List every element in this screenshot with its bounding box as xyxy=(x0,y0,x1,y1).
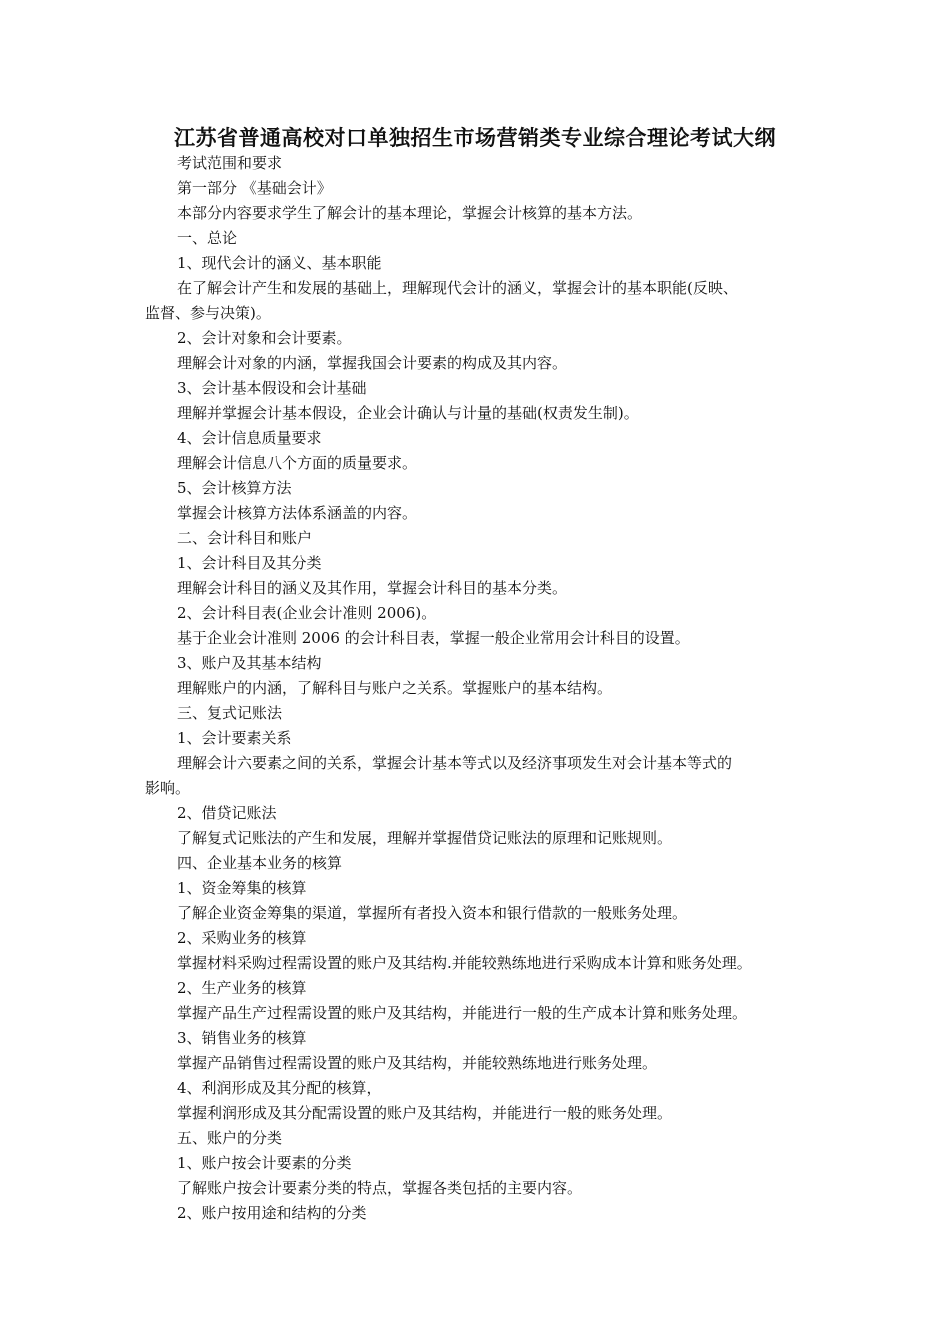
document-line: 2、生产业务的核算 xyxy=(177,979,307,997)
document-title: 江苏省普通高校对口单独招生市场营销类专业综合理论考试大纲 xyxy=(174,126,776,150)
document-line: 4、会计信息质量要求 xyxy=(177,429,322,447)
document-line: 理解会计科目的涵义及其作用，掌握会计科目的基本分类。 xyxy=(177,579,568,597)
document-line: 了解账户按会计要素分类的特点，掌握各类包括的主要内容。 xyxy=(177,1179,583,1197)
document-line: 理解会计六要素之间的关系，掌握会计基本等式以及经济事项发生对会计基本等式的 xyxy=(177,754,733,772)
document-line: 5、会计核算方法 xyxy=(177,479,292,497)
document-line: 本部分内容要求学生了解会计的基本理论，掌握会计核算的基本方法。 xyxy=(177,204,643,222)
document-line: 四、企业基本业务的核算 xyxy=(177,854,343,872)
document-line: 理解会计信息八个方面的质量要求。 xyxy=(177,454,418,472)
document-line: 1、会计要素关系 xyxy=(177,729,292,747)
document-line: 3、账户及其基本结构 xyxy=(177,654,322,672)
document-line: 理解并掌握会计基本假设，企业会计确认与计量的基础(权责发生制)。 xyxy=(177,404,639,422)
document-line: 2、会计科目表(企业会计准则 2006)。 xyxy=(177,604,437,622)
document-line: 掌握产品销售过程需设置的账户及其结构，并能较熟练地进行账务处理。 xyxy=(177,1054,658,1072)
document-line: 2、账户按用途和结构的分类 xyxy=(177,1204,367,1222)
document-line: 第一部分 《基础会计》 xyxy=(177,179,332,197)
document-body xyxy=(145,151,815,1226)
document-line: 1、现代会计的涵义、基本职能 xyxy=(177,254,382,272)
document-line: 1、资金筹集的核算 xyxy=(177,879,307,897)
document-line: 三、复式记账法 xyxy=(177,704,283,722)
document-line: 一、总论 xyxy=(177,229,238,247)
document-line: 理解账户的内涵，了解科目与账户之关系。掌握账户的基本结构。 xyxy=(177,679,613,697)
document-line: 影响。 xyxy=(145,779,191,797)
document-line: 掌握会计核算方法体系涵盖的内容。 xyxy=(177,504,418,522)
document-line: 1、账户按会计要素的分类 xyxy=(177,1154,352,1172)
document-line: 掌握利润形成及其分配需设置的账户及其结构，并能进行一般的账务处理。 xyxy=(177,1104,673,1122)
document-line: 基于企业会计准则 2006 的会计科目表，掌握一般企业常用会计科目的设置。 xyxy=(177,629,690,647)
document-line: 在了解会计产生和发展的基础上，理解现代会计的涵义，掌握会计的基本职能(反映、 xyxy=(177,279,738,297)
document-line: 2、借贷记账法 xyxy=(177,804,277,822)
document-line: 2、会计对象和会计要素。 xyxy=(177,329,352,347)
document-line: 二、会计科目和账户 xyxy=(177,529,313,547)
document-line: 2、采购业务的核算 xyxy=(177,929,307,947)
document-line: 掌握材料采购过程需设置的账户及其结构.并能较熟练地进行采购成本计算和账务处理。 xyxy=(177,954,752,972)
document-line: 了解企业资金筹集的渠道，掌握所有者投入资本和银行借款的一般账务处理。 xyxy=(177,904,688,922)
document-line: 考试范围和要求 xyxy=(177,154,283,172)
document-line: 五、账户的分类 xyxy=(177,1129,283,1147)
document-line: 了解复式记账法的产生和发展，理解并掌握借贷记账法的原理和记账规则。 xyxy=(177,829,673,847)
document-line: 掌握产品生产过程需设置的账户及其结构，并能进行一般的生产成本计算和账务处理。 xyxy=(177,1004,748,1022)
document-line: 3、销售业务的核算 xyxy=(177,1029,307,1047)
document-line: 理解会计对象的内涵，掌握我国会计要素的构成及其内容。 xyxy=(177,354,568,372)
document-line: 监督、参与决策)。 xyxy=(145,304,271,322)
document-line: 1、会计科目及其分类 xyxy=(177,554,322,572)
document-line: 4、利润形成及其分配的核算， xyxy=(177,1079,382,1097)
document-line: 3、会计基本假设和会计基础 xyxy=(177,379,367,397)
